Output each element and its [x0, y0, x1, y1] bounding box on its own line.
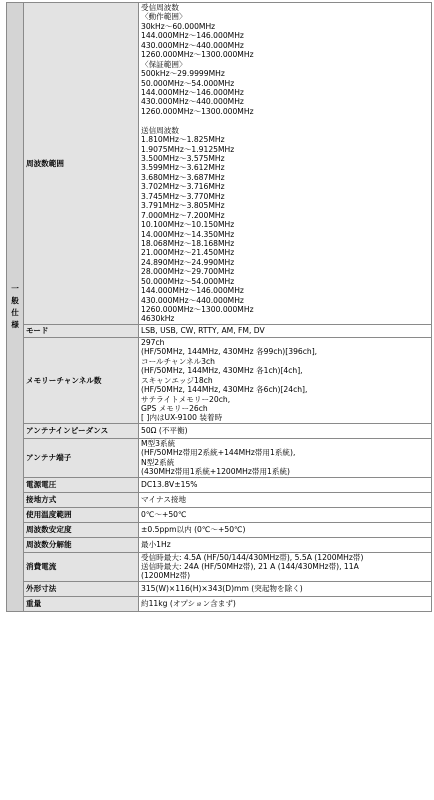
tx-frequency-line: 4630kHz: [141, 314, 175, 324]
rx-frequency-line: 430.000MHz～440.000MHz: [141, 97, 244, 107]
rx-frequency-line: 144.000MHz～146.000MHz: [141, 31, 244, 41]
value-frequency-range: [139, 3, 432, 325]
memory-line: [ ]内はUX-9100 装着時: [141, 413, 223, 423]
rx-frequency-line: 1260.000MHz～1300.000MHz: [141, 106, 254, 116]
tx-frequency-line: 1.810MHz～1.825MHz: [141, 135, 225, 145]
memory-line: サテライトメモリー20ch,: [141, 394, 231, 404]
table-row: [7, 324, 432, 337]
category-char: 般: [11, 295, 19, 305]
tx-frequency-line: 3.702MHz～3.716MHz: [141, 182, 225, 192]
table-row: [7, 552, 432, 581]
memory-line: スキャンエッジ18ch: [141, 375, 213, 385]
rx-frequency-list: [141, 3, 429, 116]
antenna-line: M型3系統: [141, 438, 176, 448]
label-dimensions: 外形寸法: [24, 581, 139, 596]
rx-frequency-line: 50.000MHz～54.000MHz: [141, 78, 235, 88]
table-row: [7, 507, 432, 522]
tx-frequency-line: 3.599MHz～3.612MHz: [141, 163, 225, 173]
memory-line: (HF/50MHz, 144MHz, 430MHz 各99ch)[396ch],: [141, 347, 318, 357]
tx-frequency-line: 7.000MHz～7.200MHz: [141, 210, 225, 220]
antenna-line: (430MHz帯用1系統+1200MHz帯用1系統): [141, 467, 291, 477]
label-weight: 重量: [24, 596, 139, 611]
label-resolution: 周波数分解能: [24, 537, 139, 552]
memory-line: GPS メモリー26ch: [141, 403, 208, 413]
tx-frequency-line: 50.000MHz～54.000MHz: [141, 276, 235, 286]
category-cell: [7, 3, 24, 612]
value-current: [139, 552, 432, 581]
tx-frequency-line: 3.791MHz～3.805MHz: [141, 201, 225, 211]
table-row: [7, 3, 432, 325]
current-line: 送信時最大: 24A (HF/50MHz帯), 21 A (144/430MHz帯), 11A: [141, 562, 359, 571]
rx-frequency-line: 144.000MHz～146.000MHz: [141, 87, 244, 97]
spec-table: [6, 2, 432, 612]
tx-frequency-line: 送信周波数: [141, 125, 179, 135]
label-current: 消費電流: [24, 552, 139, 581]
category-label: [9, 283, 21, 331]
value-weight: 約11kg (オプション含まず): [139, 596, 432, 611]
tx-frequency-line: 24.890MHz～24.990MHz: [141, 257, 235, 267]
value-ground: マイナス接地: [139, 492, 432, 507]
tx-frequency-line: 3.500MHz～3.575MHz: [141, 154, 225, 163]
value-temp: 0℃～+50℃: [139, 507, 432, 522]
value-resolution: 最小1Hz: [139, 537, 432, 552]
table-row: [7, 492, 432, 507]
tx-frequency-line: 18.068MHz～18.168MHz: [141, 238, 235, 248]
current-line: 受信時最大: 4.5A (HF/50/144/430MHz帯), 5.5A (1200MHz帯): [141, 552, 364, 562]
table-row: [7, 581, 432, 596]
rx-frequency-line: 430.000MHz～440.000MHz: [141, 40, 244, 50]
memory-line: 297ch: [141, 337, 165, 347]
antenna-line: (HF/50MHz帯用2系統+144MHz帯用1系統),: [141, 448, 296, 458]
category-char: 一: [11, 283, 19, 293]
memory-line: (HF/50MHz, 144MHz, 430MHz 各6ch)[24ch],: [141, 385, 308, 395]
tx-frequency-line: 28.000MHz～29.700MHz: [141, 267, 235, 277]
value-impedance: 50Ω (不平衡): [139, 423, 432, 438]
current-line: (1200MHz帯): [141, 571, 191, 581]
rx-frequency-line: 〈動作範囲〉: [141, 12, 187, 22]
rx-frequency-line: 30kHz～60.000MHz: [141, 21, 216, 31]
table-row: [7, 537, 432, 552]
category-char: 仕: [11, 307, 19, 317]
tx-frequency-line: 3.680MHz～3.687MHz: [141, 172, 225, 182]
tx-frequency-line: 1260.000MHz～1300.000MHz: [141, 305, 254, 314]
tx-frequency-line: 3.745MHz～3.770MHz: [141, 191, 225, 201]
rx-frequency-line: 1260.000MHz～1300.000MHz: [141, 50, 254, 60]
value-voltage: DC13.8V±15%: [139, 477, 432, 492]
label-stability: 周波数安定度: [24, 522, 139, 537]
label-frequency-range: 周波数範囲: [24, 3, 139, 325]
value-dimensions: 315(W)×116(H)×343(D)mm (突起物を除く): [139, 581, 432, 596]
label-temp: 使用温度範囲: [24, 507, 139, 522]
tx-frequency-line: 144.000MHz～146.000MHz: [141, 286, 244, 296]
table-row: [7, 438, 432, 477]
rx-frequency-line: 500kHz～29.9999MHz: [141, 69, 225, 79]
value-mode: LSB, USB, CW, RTTY, AM, FM, DV: [139, 324, 432, 337]
table-row: [7, 423, 432, 438]
tx-frequency-line: 10.100MHz～10.150MHz: [141, 220, 235, 230]
value-antenna: [139, 438, 432, 477]
label-ground: 接地方式: [24, 492, 139, 507]
tx-frequency-line: 1.9075MHz～1.9125MHz: [141, 144, 235, 154]
table-row: [7, 522, 432, 537]
memory-line: コールチャンネル3ch: [141, 356, 215, 366]
value-stability: ±0.5ppm以内 (0℃～+50℃): [139, 522, 432, 537]
tx-frequency-list: [141, 126, 429, 324]
category-char: 様: [11, 319, 19, 329]
label-mode: モード: [24, 324, 139, 337]
label-memory: メモリーチャンネル数: [24, 337, 139, 423]
label-impedance: アンテナインピーダンス: [24, 423, 139, 438]
table-row: [7, 337, 432, 423]
table-row: [7, 596, 432, 611]
tx-frequency-line: 21.000MHz～21.450MHz: [141, 248, 235, 258]
value-memory: [139, 337, 432, 423]
label-antenna: アンテナ端子: [24, 438, 139, 477]
rx-frequency-line: 〈保証範囲〉: [141, 59, 187, 69]
tx-frequency-line: 14.000MHz～14.350MHz: [141, 229, 235, 239]
table-row: [7, 477, 432, 492]
tx-frequency-line: 430.000MHz～440.000MHz: [141, 295, 244, 305]
rx-frequency-line: 受信周波数: [141, 3, 179, 12]
memory-line: (HF/50MHz, 144MHz, 430MHz 各1ch)[4ch],: [141, 366, 303, 376]
antenna-line: N型2系統: [141, 457, 175, 467]
label-voltage: 電源電圧: [24, 477, 139, 492]
